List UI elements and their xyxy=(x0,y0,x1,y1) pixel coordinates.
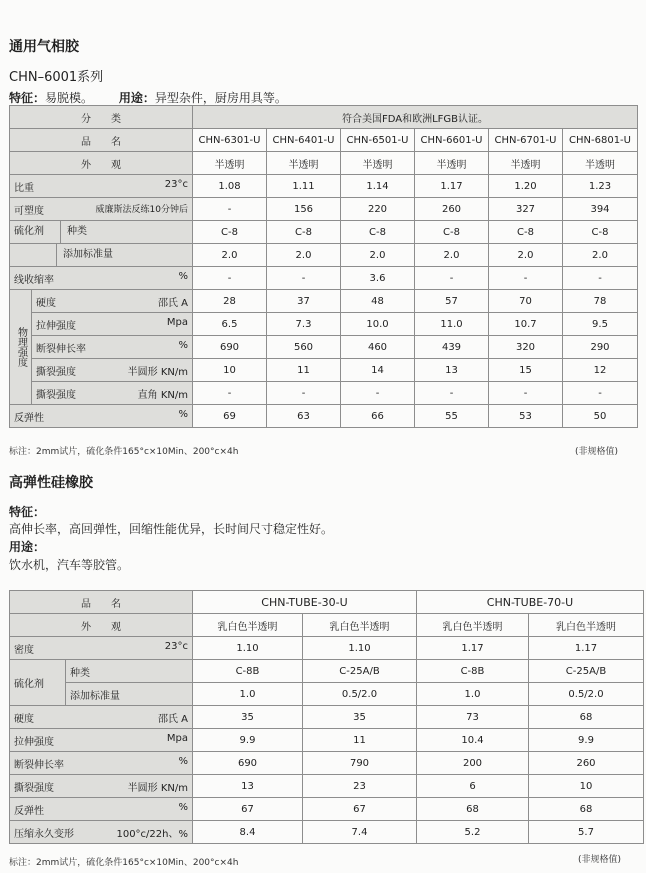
table-row xyxy=(10,336,638,359)
value-cell: 0.5/2.0 xyxy=(529,683,644,706)
value-cell: 10.4 xyxy=(417,729,529,752)
header-product: 品 名 xyxy=(10,129,193,152)
value-cell: 10.0 xyxy=(341,313,415,336)
row-unit: 威廉斯法反练10分钟后 xyxy=(95,204,188,215)
value-cell: 66 xyxy=(341,405,415,428)
header-appearance: 外 观 xyxy=(10,152,193,175)
value-cell: 327 xyxy=(489,198,563,221)
table-row xyxy=(10,359,638,382)
table-row xyxy=(10,382,638,405)
row-unit: Mpa xyxy=(166,732,188,744)
appearance-cell: 乳白色半透明 xyxy=(529,614,644,637)
group-label-vulcanizer: 硫化剂 xyxy=(10,660,66,706)
value-cell: 1.17 xyxy=(417,637,529,660)
table1-note: 标注：2mm试片，硫化条件165°c×10Min、200°c×4h xyxy=(9,447,239,457)
value-cell: 35 xyxy=(303,706,417,729)
product-name: CHN-6401-U xyxy=(267,129,341,152)
value-cell: 260 xyxy=(415,198,489,221)
value-cell: 57 xyxy=(415,290,489,313)
value-cell: 2.0 xyxy=(267,244,341,267)
value-cell: 3.6 xyxy=(341,267,415,290)
value-cell: 70 xyxy=(489,290,563,313)
product-name: CHN-6601-U xyxy=(415,129,489,152)
value-cell: - xyxy=(193,382,267,405)
category-value: 符合美国FDA和欧洲LFGB认证。 xyxy=(193,106,638,129)
value-cell: - xyxy=(193,267,267,290)
value-cell: 2.0 xyxy=(193,244,267,267)
value-cell: 67 xyxy=(193,798,303,821)
value-cell: 55 xyxy=(415,405,489,428)
value-cell: 15 xyxy=(489,359,563,382)
row-unit: 邵氏 A xyxy=(157,713,188,725)
section2-feature-text: 高伸长率，高回弹性，回缩性能优异，长时间尺寸稳定性好。 xyxy=(9,522,334,536)
value-cell: 1.17 xyxy=(415,175,489,198)
value-cell: - xyxy=(415,267,489,290)
value-cell: C-8B xyxy=(417,660,529,683)
value-cell: 290 xyxy=(563,336,638,359)
row-unit: % xyxy=(178,755,188,767)
value-cell: 67 xyxy=(303,798,417,821)
row-label: 断裂伸长率 xyxy=(14,759,64,771)
value-cell: 1.0 xyxy=(417,683,529,706)
table-row xyxy=(10,405,638,428)
value-cell: 6 xyxy=(417,775,529,798)
value-cell: - xyxy=(341,382,415,405)
value-cell: 50 xyxy=(563,405,638,428)
row-label: 撕裂强度 xyxy=(14,782,54,794)
product-name: CHN-6701-U xyxy=(489,129,563,152)
table-row xyxy=(10,313,638,336)
value-cell: 48 xyxy=(341,290,415,313)
value-cell: 320 xyxy=(489,336,563,359)
row-label: 压缩永久变形 xyxy=(14,828,74,840)
table-row xyxy=(10,729,644,752)
value-cell: C-8 xyxy=(193,221,267,244)
value-cell: 790 xyxy=(303,752,417,775)
value-cell: 35 xyxy=(193,706,303,729)
value-cell: 260 xyxy=(529,752,644,775)
value-cell: 69 xyxy=(193,405,267,428)
table-row xyxy=(10,660,644,683)
value-cell: - xyxy=(489,267,563,290)
value-cell: 5.7 xyxy=(529,821,644,844)
value-cell: 0.5/2.0 xyxy=(303,683,417,706)
value-cell: 1.17 xyxy=(529,637,644,660)
value-cell: 156 xyxy=(267,198,341,221)
value-cell: 2.0 xyxy=(563,244,638,267)
value-cell: - xyxy=(489,382,563,405)
section1-series: CHN–6001系列 xyxy=(9,70,104,85)
value-cell: 11.0 xyxy=(415,313,489,336)
table-row xyxy=(10,175,638,198)
value-cell: 690 xyxy=(193,752,303,775)
value-cell: 73 xyxy=(417,706,529,729)
value-cell: 68 xyxy=(529,706,644,729)
row-unit: 邵氏 A xyxy=(157,297,188,309)
group-label-vulcanizer: 硫化剂 xyxy=(10,221,61,243)
value-cell: C-8 xyxy=(415,221,489,244)
table-row xyxy=(10,752,644,775)
row-label: 反弹性 xyxy=(14,805,44,817)
value-cell: 2.0 xyxy=(489,244,563,267)
value-cell: 53 xyxy=(489,405,563,428)
appearance-cell: 半透明 xyxy=(267,152,341,175)
row-unit: % xyxy=(178,339,188,351)
value-cell: - xyxy=(267,382,341,405)
value-cell: - xyxy=(267,267,341,290)
value-cell: 28 xyxy=(193,290,267,313)
product-name: CHN-TUBE-70-U xyxy=(417,591,644,614)
appearance-cell: 半透明 xyxy=(489,152,563,175)
value-cell: 23 xyxy=(303,775,417,798)
table-row xyxy=(10,221,638,244)
row-unit: % xyxy=(178,408,188,420)
value-cell: 7.4 xyxy=(303,821,417,844)
row-label: 种类 xyxy=(66,660,193,683)
value-cell: 12 xyxy=(563,359,638,382)
value-cell: C-8 xyxy=(341,221,415,244)
row-unit: % xyxy=(178,801,188,813)
value-cell: 200 xyxy=(417,752,529,775)
row-label: 种类 xyxy=(67,226,87,237)
value-cell: 1.0 xyxy=(193,683,303,706)
table-row xyxy=(10,706,644,729)
row-label: 硬度 xyxy=(36,297,56,309)
row-label: 拉伸强度 xyxy=(14,736,54,748)
row-label: 硬度 xyxy=(14,713,34,725)
value-cell: 7.3 xyxy=(267,313,341,336)
appearance-cell: 乳白色半透明 xyxy=(193,614,303,637)
value-cell: 11 xyxy=(303,729,417,752)
use-label: 用途： xyxy=(118,91,155,105)
section2-title: 高弹性硅橡胶 xyxy=(9,475,93,491)
value-cell: C-8 xyxy=(267,221,341,244)
value-cell: 1.10 xyxy=(193,637,303,660)
table2-note-right: (非规格值) xyxy=(578,855,622,865)
section2-feature-label: 特征： xyxy=(9,505,46,519)
table-row xyxy=(10,198,638,221)
row-unit: % xyxy=(178,270,188,282)
product-name: CHN-6501-U xyxy=(341,129,415,152)
table-row xyxy=(10,821,644,844)
appearance-cell: 乳白色半透明 xyxy=(417,614,529,637)
value-cell: C-8 xyxy=(489,221,563,244)
value-cell: 2.0 xyxy=(415,244,489,267)
table-row xyxy=(10,798,644,821)
table2-note: 标注：2mm试片，硫化条件165°c×10Min、200°c×4h xyxy=(9,858,239,868)
value-cell: 78 xyxy=(563,290,638,313)
table1-note-right: (非规格值) xyxy=(575,447,619,457)
product-name: CHN-6301-U xyxy=(193,129,267,152)
value-cell: 690 xyxy=(193,336,267,359)
value-cell: - xyxy=(563,382,638,405)
value-cell: 1.10 xyxy=(303,637,417,660)
value-cell: 439 xyxy=(415,336,489,359)
row-unit: 23°c xyxy=(164,178,188,190)
row-label: 撕裂强度 xyxy=(36,389,76,401)
value-cell: 10.7 xyxy=(489,313,563,336)
row-label: 可塑度 xyxy=(14,205,44,217)
value-cell: 8.4 xyxy=(193,821,303,844)
product-name: CHN-6801-U xyxy=(563,129,638,152)
value-cell: 9.5 xyxy=(563,313,638,336)
table-row xyxy=(10,290,638,313)
value-cell: 10 xyxy=(529,775,644,798)
group-label-physical: 物理强度 xyxy=(15,327,27,367)
value-cell: C-8 xyxy=(563,221,638,244)
value-cell: 5.2 xyxy=(417,821,529,844)
value-cell: 37 xyxy=(267,290,341,313)
row-label: 反弹性 xyxy=(14,412,44,424)
section1-title: 通用气相胶 xyxy=(9,39,79,55)
product-name: CHN-TUBE-30-U xyxy=(193,591,417,614)
value-cell: 13 xyxy=(415,359,489,382)
value-cell: 1.23 xyxy=(563,175,638,198)
row-label: 比重 xyxy=(14,182,34,194)
row-label: 断裂伸长率 xyxy=(36,343,86,355)
header-appearance: 外 观 xyxy=(10,614,193,637)
appearance-cell: 半透明 xyxy=(563,152,638,175)
header-category: 分 类 xyxy=(10,106,193,129)
row-unit: 半圆形 KN/m xyxy=(127,782,188,794)
row-unit: 100°c/22h、% xyxy=(116,828,188,840)
value-cell: 10 xyxy=(193,359,267,382)
row-label: 添加标准量 xyxy=(63,249,113,260)
row-unit: 23°c xyxy=(164,640,188,652)
spec-table-2 xyxy=(9,590,644,844)
value-cell: 2.0 xyxy=(341,244,415,267)
appearance-cell: 半透明 xyxy=(415,152,489,175)
value-cell: C-25A/B xyxy=(529,660,644,683)
value-cell: - xyxy=(563,267,638,290)
appearance-cell: 半透明 xyxy=(193,152,267,175)
value-cell: 13 xyxy=(193,775,303,798)
header-product: 品 名 xyxy=(10,591,193,614)
feature-text: 易脱模。 xyxy=(45,91,94,105)
use-text: 异型杂件，厨房用具等。 xyxy=(154,91,287,105)
row-unit: Mpa xyxy=(166,316,188,328)
table-row xyxy=(10,775,644,798)
value-cell: 560 xyxy=(267,336,341,359)
table-row xyxy=(10,637,644,660)
value-cell: - xyxy=(415,382,489,405)
value-cell: 1.08 xyxy=(193,175,267,198)
row-unit: 半圆形 KN/m xyxy=(127,366,188,378)
value-cell: 220 xyxy=(341,198,415,221)
value-cell: 68 xyxy=(417,798,529,821)
value-cell: 11 xyxy=(267,359,341,382)
section1-feature-use xyxy=(9,89,287,106)
value-cell: 1.14 xyxy=(341,175,415,198)
row-unit: 直角 KN/m xyxy=(137,389,188,401)
value-cell: 63 xyxy=(267,405,341,428)
value-cell: 9.9 xyxy=(529,729,644,752)
row-label: 密度 xyxy=(14,644,34,656)
value-cell: 1.20 xyxy=(489,175,563,198)
value-cell: 394 xyxy=(563,198,638,221)
value-cell: 460 xyxy=(341,336,415,359)
table-row xyxy=(10,267,638,290)
feature-label: 特征： xyxy=(9,91,46,105)
table-row xyxy=(10,683,644,706)
value-cell: 68 xyxy=(529,798,644,821)
spec-table-1 xyxy=(9,105,638,428)
section2-use-label: 用途： xyxy=(9,540,46,554)
row-label: 添加标准量 xyxy=(66,683,193,706)
value-cell: 9.9 xyxy=(193,729,303,752)
section2-use-text: 饮水机，汽车等胶管。 xyxy=(9,558,130,572)
value-cell: 1.11 xyxy=(267,175,341,198)
value-cell: 14 xyxy=(341,359,415,382)
row-label: 拉伸强度 xyxy=(36,320,76,332)
value-cell: C-8B xyxy=(193,660,303,683)
row-label: 撕裂强度 xyxy=(36,366,76,378)
appearance-cell: 乳白色半透明 xyxy=(303,614,417,637)
value-cell: C-25A/B xyxy=(303,660,417,683)
table-row xyxy=(10,244,638,267)
appearance-cell: 半透明 xyxy=(341,152,415,175)
value-cell: 6.5 xyxy=(193,313,267,336)
value-cell: - xyxy=(193,198,267,221)
row-label: 线收缩率 xyxy=(14,274,54,286)
